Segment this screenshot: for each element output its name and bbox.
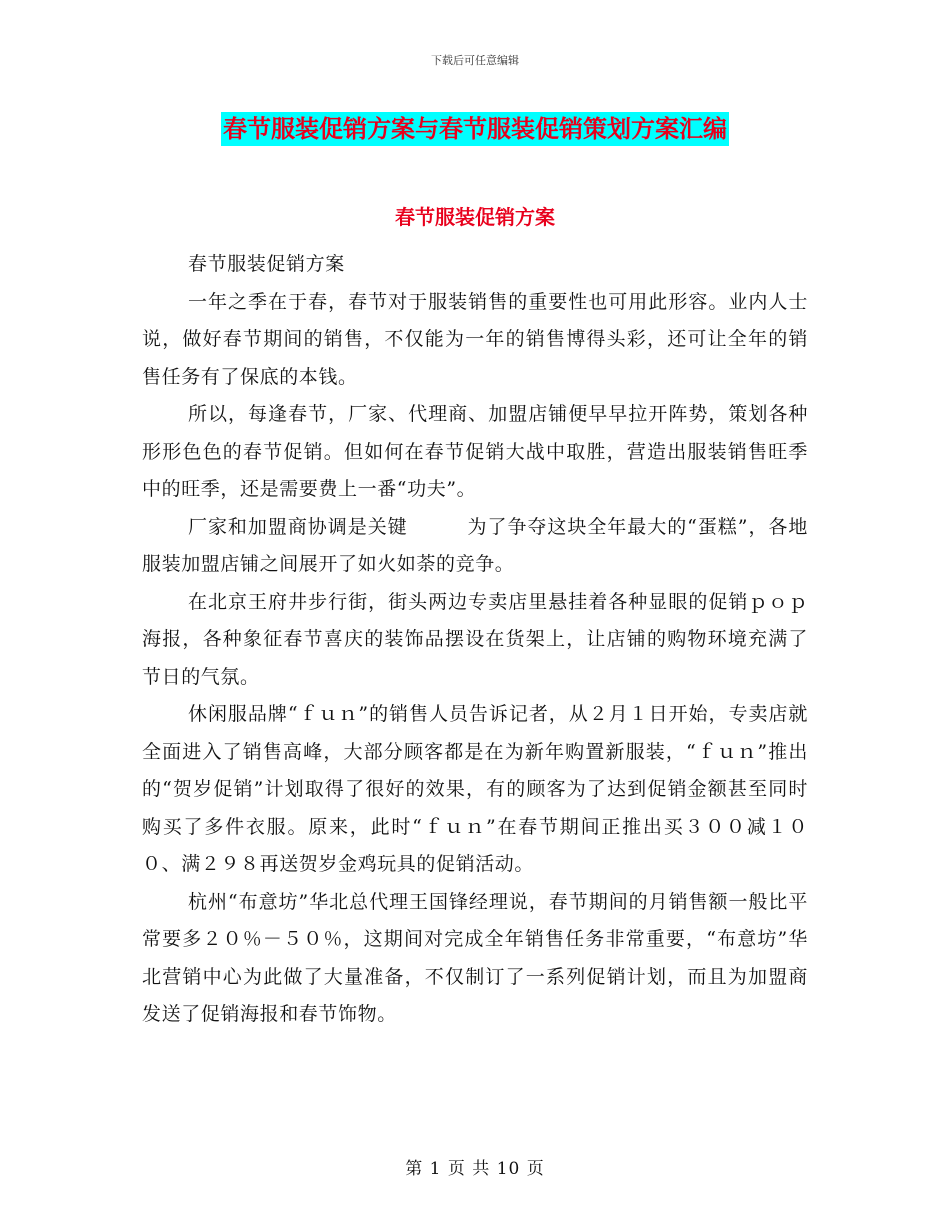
paragraph: 杭州“布意坊”华北总代理王国锋经理说，春节期间的月销售额一般比平常要多２０％－５０％，这期间对完成全年销售任务非常重要，“布意坊”华北营销中心为此做了大量准备，不仅制订了一系列促销计划，而且为加盟商发送了促销海报和春节饰物。 bbox=[142, 890, 808, 1025]
body-text bbox=[142, 246, 828, 1034]
paragraph: 在北京王府井步行街，街头两边专卖店里悬挂着各种显眼的促销ｐｏｐ海报，各种象征春节喜庆的装饰品摆设在货架上，让店铺的购物环境充满了节日的气氛。 bbox=[142, 590, 808, 688]
paragraph: 春节服装促销方案 bbox=[188, 253, 345, 275]
section-heading: 春节服装促销方案 bbox=[395, 205, 555, 229]
paragraph: 休闲服品牌“ｆｕｎ”的销售人员告诉记者，从２月１日开始，专卖店就全面进入了销售高峰，大部分顾客都是在为新年购置新服装，“ｆｕｎ”推出的“贺岁促销”计划取得了很好的效果，有的顾客为了达到促销金额甚至同时购买了多件衣服。原来，此时“ｆｕｎ”在春节期间正推出买３００减１００、满２９８再送贺岁金鸡玩具的促销活动。 bbox=[142, 703, 808, 875]
paragraph: 一年之季在于春，春节对于服装销售的重要性也可用此形容。业内人士 说，做好春节期间的销售，不仅能为一年的销售博得头彩，还可让全年的销售任务有了保底的本钱。 bbox=[142, 290, 828, 388]
paragraph: 所以，每逢春节，厂家、代理商、加盟店铺便早早拉开阵势，策划各种形形色色的春节促销。但如何在春节促销大战中取胜，营造出服装销售旺季中的旺季，还是需要费上一番“功夫”。 bbox=[142, 403, 808, 500]
paragraph: 厂家和加盟商协调是关键 为了争夺这块全年最大的“蛋糕”，各地服装加盟店铺之间展开了如火如荼的竞争。 bbox=[142, 515, 808, 575]
header-note: 下载后可任意编辑 bbox=[431, 54, 519, 67]
document-title-container bbox=[0, 112, 950, 146]
page-footer: 第 1 页 共 10 页 bbox=[405, 1159, 545, 1179]
document-title: 春节服装促销方案与春节服装促销策划方案汇编 bbox=[221, 112, 729, 146]
